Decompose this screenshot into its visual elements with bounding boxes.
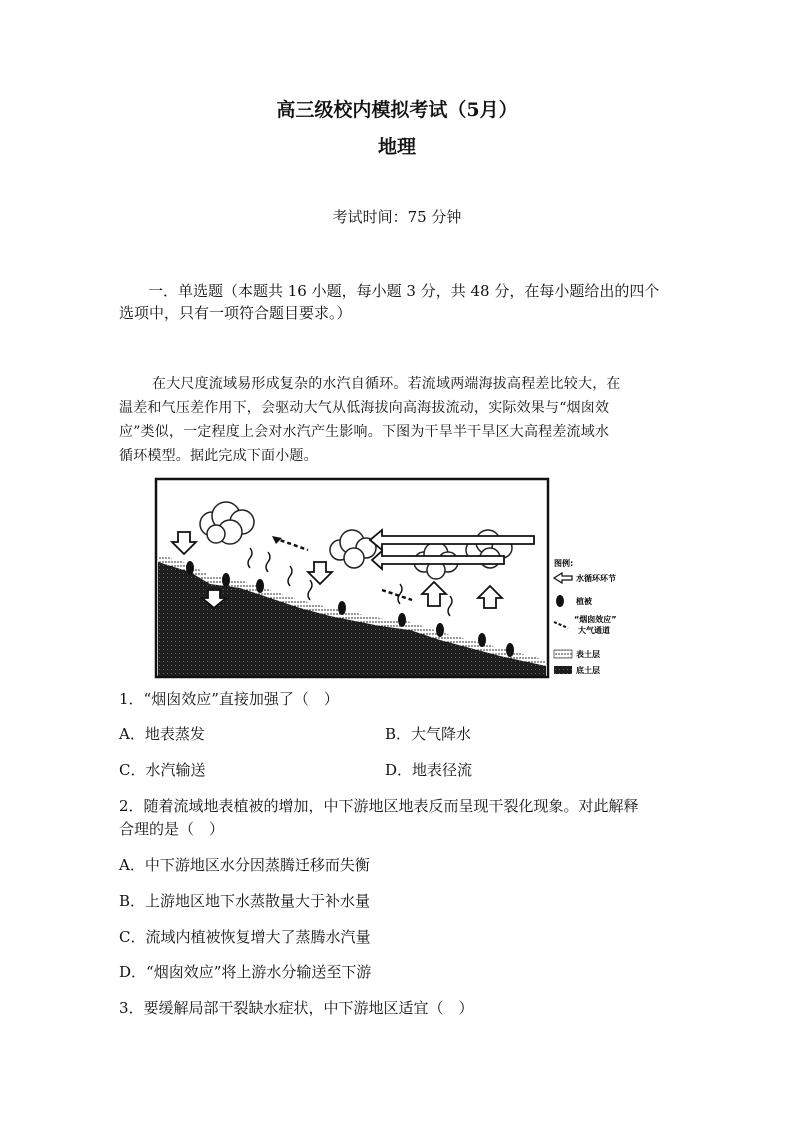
hollow-arrow-icon xyxy=(554,573,572,583)
intro-line2: 温差和气压差作用下，会驱动大气从低海拔向高海拔流动，实际效果与“烟囱效 xyxy=(119,400,610,416)
legend-item-label: “烟囱效应” xyxy=(574,615,617,624)
legend-item-label: 植被 xyxy=(576,597,592,606)
legend-item-label: 水循环环节 xyxy=(576,574,616,583)
question-1-option-c[interactable]: C．水汽输送 xyxy=(119,761,206,779)
intro-line3: 应”类似，一定程度上会对水汽产生影响。下图为干旱半干旱区大高程差流域水 xyxy=(119,424,610,440)
vegetation-icon xyxy=(478,633,486,647)
vegetation-icon xyxy=(256,579,264,593)
question-2-option-c[interactable]: C．流域内植被恢复增大了蒸腾水汽量 xyxy=(119,928,371,946)
intro-line1: 在大尺度流域易形成复杂的水汽自循环。若流域两端海拔高程差比较大，在 xyxy=(152,376,621,392)
section-instruction-line2: 选项中，只有一项符合题目要求。） xyxy=(119,304,352,322)
question-1-option-d[interactable]: D．地表径流 xyxy=(385,761,473,779)
exam-time: 考试时间：75 分钟 xyxy=(332,208,462,226)
vegetation-icon xyxy=(186,561,194,575)
legend xyxy=(554,558,617,675)
vegetation-icon xyxy=(436,623,444,637)
intro-line4: 循环模型。据此完成下面小题。 xyxy=(119,448,318,464)
topsoil-icon xyxy=(554,650,572,658)
vegetation-icon xyxy=(556,595,564,607)
dashed-arrow-icon xyxy=(554,622,568,628)
question-1-option-a[interactable]: A．地表蒸发 xyxy=(119,725,205,743)
vegetation-icon xyxy=(398,613,406,627)
question-2-option-d[interactable]: D．“烟囱效应”将上游水分输送至下游 xyxy=(119,963,372,981)
question-2-option-a[interactable]: A．中下游地区水分因蒸腾迁移而失衡 xyxy=(119,856,370,874)
section-instruction-line1: 一．单选题（本题共 16 小题，每小题 3 分，共 48 分，在每小题给出的四个 xyxy=(148,282,660,300)
vegetation-icon xyxy=(222,573,230,587)
question-1-stem: 1．“烟囱效应”直接加强了（ ） xyxy=(119,690,339,708)
question-2-stem-line2: 合理的是（ ） xyxy=(119,820,225,838)
vegetation-icon xyxy=(506,643,514,657)
legend-item-label: 底土层 xyxy=(576,666,600,675)
legend-item-label: 大气通道 xyxy=(578,626,610,635)
question-1-option-b[interactable]: B．大气降水 xyxy=(385,725,472,743)
exam-title: 高三级校内模拟考试（5月） xyxy=(276,99,518,121)
water-cycle-figure xyxy=(150,476,640,682)
legend-item-label: 表土层 xyxy=(576,650,600,659)
question-2-stem-line1: 2．随着流域地表植被的增加，中下游地区地表反而呈现干裂化现象。对此解释 xyxy=(119,797,639,815)
subsoil-icon xyxy=(554,666,572,674)
question-3-stem: 3．要缓解局部干裂缺水症状，中下游地区适宜（ ） xyxy=(119,999,474,1017)
question-2-option-b[interactable]: B．上游地区地下水蒸散量大于补水量 xyxy=(119,892,371,910)
vegetation-icon xyxy=(338,601,346,615)
subject-title: 地理 xyxy=(377,136,416,158)
legend-title: 图例: xyxy=(554,559,574,568)
